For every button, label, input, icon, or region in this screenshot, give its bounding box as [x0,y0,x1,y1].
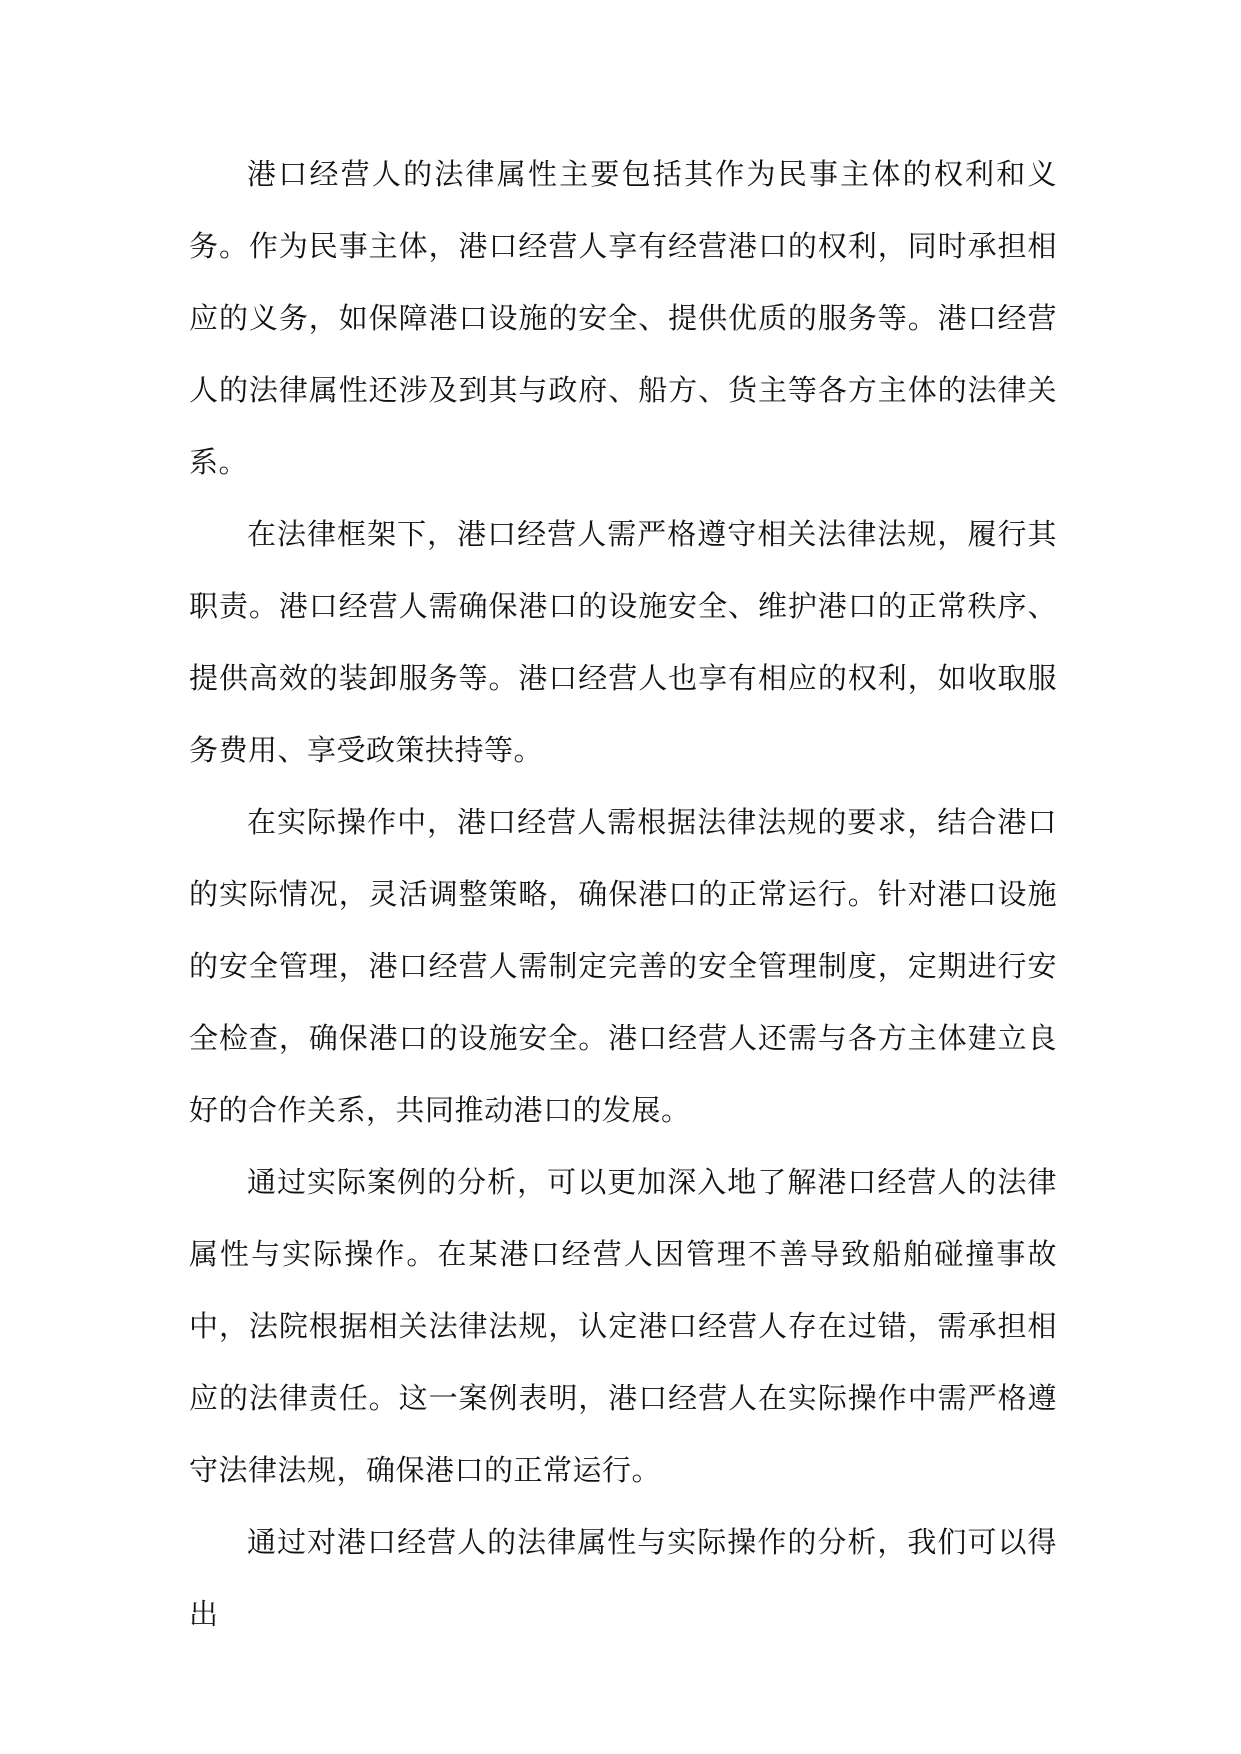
paragraph-1: 港口经营人的法律属性主要包括其作为民事主体的权利和义务。作为民事主体，港口经营人享有经营港口的权利，同时承担相应的义务，如保障港口设施的安全、提供优质的服务等。港口经营人的法律属性还涉及到其与政府、船方、货主等各方主体的法律关系。 [189,157,1057,479]
paragraph-3: 在实际操作中，港口经营人需根据法律法规的要求，结合港口的实际情况，灵活调整策略，确保港口的正常运行。针对港口设施的安全管理，港口经营人需制定完善的安全管理制度，定期进行安全检查，确保港口的设施安全。港口经营人还需与各方主体建立良好的合作关系，共同推动港口的发展。 [189,805,1057,1127]
paragraph-4: 通过实际案例的分析，可以更加深入地了解港口经营人的法律属性与实际操作。在某港口经营人因管理不善导致船舶碰撞事故中，法院根据相关法律法规，认定港口经营人存在过错，需承担相应的法律责任。这一案例表明，港口经营人在实际操作中需严格遵守法律法规，确保港口的正常运行。 [189,1165,1057,1487]
paragraph-5: 通过对港口经营人的法律属性与实际操作的分析，我们可以得出 [189,1525,1057,1631]
document-body [189,138,1057,1650]
paragraph-2: 在法律框架下，港口经营人需严格遵守相关法律法规，履行其职责。港口经营人需确保港口的设施安全、维护港口的正常秩序、提供高效的装卸服务等。港口经营人也享有相应的权利，如收取服务费用、享受政策扶持等。 [189,517,1057,767]
